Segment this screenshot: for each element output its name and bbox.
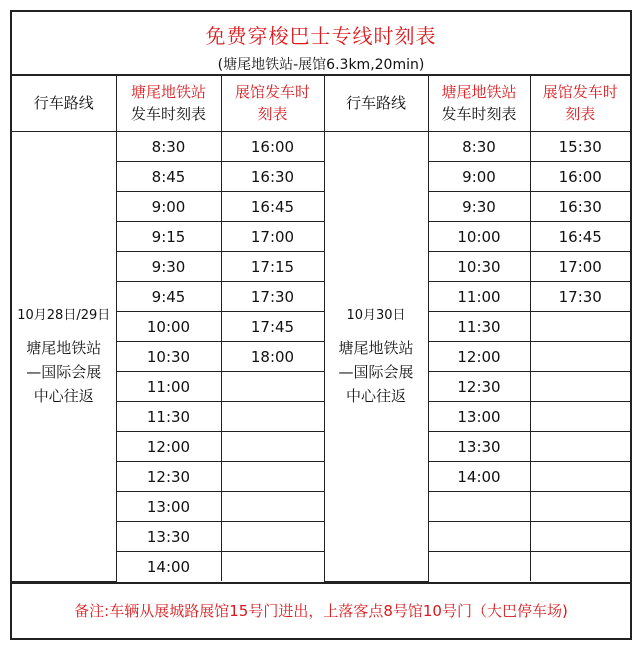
- route-column-header: 行车路线: [12, 75, 116, 132]
- right-expo-time: [530, 432, 630, 462]
- right-metro-time: [428, 522, 530, 552]
- left-route-cell: [12, 132, 116, 582]
- right-expo-time: [530, 312, 630, 342]
- right-metro-time: 11:30: [428, 312, 530, 342]
- right-expo-time: 15:30: [530, 132, 630, 162]
- left-expo-time: 16:45: [221, 192, 324, 222]
- metro-header-line1: 塘尾地铁站: [130, 83, 206, 101]
- left-expo-time: 17:15: [221, 252, 324, 282]
- right-expo-time: [530, 342, 630, 372]
- metro-header-line1: 塘尾地铁站: [441, 83, 517, 101]
- right-metro-time: 14:00: [428, 462, 530, 492]
- right-expo-time: 17:00: [530, 252, 630, 282]
- page-title: 免费穿梭巴士专线时刻表: [205, 24, 437, 48]
- right-route-date: 10月30日: [346, 308, 406, 324]
- left-expo-time: 17:30: [221, 282, 324, 312]
- left-expo-time: 17:45: [221, 312, 324, 342]
- schedule-sheet: [10, 10, 632, 640]
- left-metro-time: 13:30: [116, 522, 221, 552]
- left-metro-time: 9:00: [116, 192, 221, 222]
- left-route-line2: —国际会展: [26, 363, 102, 382]
- expo-header-line2: 刻表: [257, 105, 288, 123]
- right-metro-time: 13:30: [428, 432, 530, 462]
- left-expo-time: [221, 372, 324, 402]
- left-metro-time: 9:30: [116, 252, 221, 282]
- left-metro-time: 9:45: [116, 282, 221, 312]
- right-expo-time: [530, 492, 630, 522]
- left-metro-time: 13:00: [116, 492, 221, 522]
- right-route-line3: 中心往返: [345, 387, 406, 406]
- left-metro-time: 9:15: [116, 222, 221, 252]
- right-expo-time: [530, 522, 630, 552]
- right-expo-time: [530, 552, 630, 582]
- left-metro-time: 11:30: [116, 402, 221, 432]
- expo-departure-header: [221, 75, 324, 132]
- route-column-header: 行车路线: [324, 75, 428, 132]
- right-route-cell: [324, 132, 428, 582]
- right-metro-time: [428, 552, 530, 582]
- right-route-line2: —国际会展: [338, 363, 414, 382]
- left-expo-time: 17:00: [221, 222, 324, 252]
- expo-header-line1: 展馆发车时: [542, 83, 618, 101]
- right-route-line1: 塘尾地铁站: [338, 339, 414, 358]
- right-metro-time: 12:30: [428, 372, 530, 402]
- right-metro-time: 11:00: [428, 282, 530, 312]
- right-expo-time: 16:00: [530, 162, 630, 192]
- footer-note: 备注:车辆从展城路展馆15号门进出，上落客点8号馆10号门（大巴停车场): [12, 582, 630, 638]
- left-expo-time: [221, 522, 324, 552]
- right-expo-time: [530, 462, 630, 492]
- left-route-date: 10月28日/29日: [17, 308, 111, 324]
- right-metro-time: 9:00: [428, 162, 530, 192]
- left-metro-time: 10:30: [116, 342, 221, 372]
- left-metro-time: 12:30: [116, 462, 221, 492]
- expo-header-line1: 展馆发车时: [234, 83, 310, 101]
- right-expo-time: 16:45: [530, 222, 630, 252]
- left-metro-time: 8:30: [116, 132, 221, 162]
- right-expo-time: 16:30: [530, 192, 630, 222]
- metro-header-line2: 发车时刻表: [130, 105, 206, 123]
- left-metro-time: 8:45: [116, 162, 221, 192]
- left-route-line1: 塘尾地铁站: [26, 339, 102, 358]
- left-expo-time: [221, 402, 324, 432]
- page-subtitle: (塘尾地铁站-展馆6.3km,20min): [217, 57, 425, 73]
- right-metro-time: 13:00: [428, 402, 530, 432]
- right-metro-time: 12:00: [428, 342, 530, 372]
- right-metro-time: 10:30: [428, 252, 530, 282]
- left-expo-time: 16:00: [221, 132, 324, 162]
- left-expo-time: 16:30: [221, 162, 324, 192]
- metro-departure-header: [428, 75, 530, 132]
- metro-header-line2: 发车时刻表: [441, 105, 517, 123]
- left-metro-time: 12:00: [116, 432, 221, 462]
- expo-header-line2: 刻表: [565, 105, 596, 123]
- table-row: [12, 132, 630, 162]
- schedule-table: [12, 74, 630, 582]
- header-row: [12, 75, 630, 132]
- left-expo-time: [221, 462, 324, 492]
- left-metro-time: 14:00: [116, 552, 221, 582]
- right-metro-time: 9:30: [428, 192, 530, 222]
- left-metro-time: 11:00: [116, 372, 221, 402]
- left-expo-time: [221, 492, 324, 522]
- left-expo-time: 18:00: [221, 342, 324, 372]
- left-route-line3: 中心往返: [33, 387, 94, 406]
- right-metro-time: 10:00: [428, 222, 530, 252]
- right-metro-time: 8:30: [428, 132, 530, 162]
- title-block: [12, 12, 630, 76]
- left-expo-time: [221, 432, 324, 462]
- expo-departure-header: [530, 75, 630, 132]
- right-expo-time: [530, 402, 630, 432]
- metro-departure-header: [116, 75, 221, 132]
- left-metro-time: 10:00: [116, 312, 221, 342]
- left-expo-time: [221, 552, 324, 582]
- right-expo-time: [530, 372, 630, 402]
- right-expo-time: 17:30: [530, 282, 630, 312]
- right-metro-time: [428, 492, 530, 522]
